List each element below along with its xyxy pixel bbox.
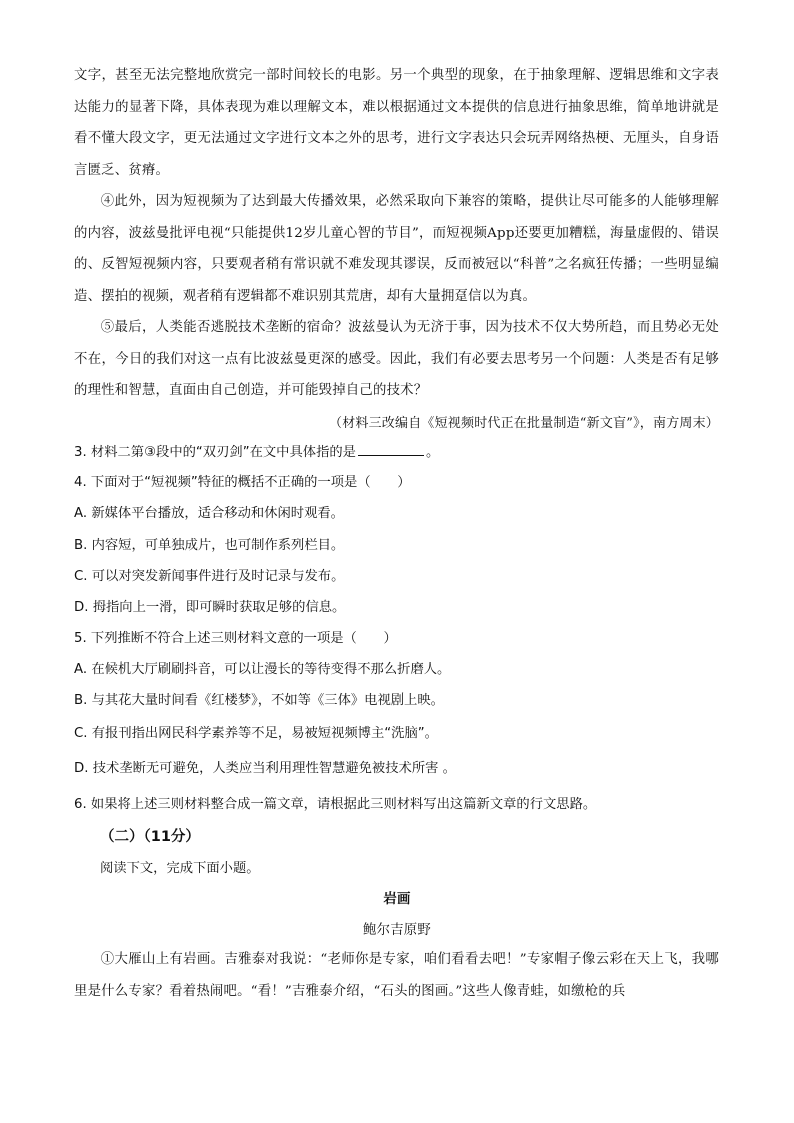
- question-5: 5. 下列推断不符合上述三则材料文意的一项是（ ）: [74, 631, 397, 646]
- question-4: 4. 下面对于“短视频”特征的概括不正确的一项是（ ）: [74, 475, 411, 490]
- question-6: 6. 如果将上述三则材料整合成一篇文章，请根据此三则材料写出这篇新文章的行文思路。: [74, 797, 597, 812]
- question-5-option-b: B. 与其花大量时间看《红楼梦》，不如等《三体》电视剧上映。: [74, 693, 444, 708]
- question-5-option-c: C. 有报刊指出网民科学素养等不足，易被短视频博主“洗脑”。: [74, 726, 438, 741]
- question-4-option-c: C. 可以对突发新闻事件进行及时记录与发布。: [74, 569, 345, 584]
- material3-paragraph-5: ⑤最后，人类能否逃脱技术垄断的宿命？波兹曼认为无济于事，因为技术不仅大势所趋，而且势必无处不在，今日的我们对这一点有比波兹曼更深的感受。因此，我们有必要去思考另一个问题：人类是否有足够的理性和智慧，直面由自己创造，并可能毁掉自己的技术？: [74, 320, 719, 398]
- article-paragraph-1: ①大雁山上有岩画。吉雅泰对我说：“老师你是专家，咱们看看去吧！”专家帽子像云彩在天上飞，我哪里是什么专家？看着热闹吧。“看！”吉雅泰介绍，“石头的图画。”这些人像青蛙，如缴枪的兵: [74, 952, 719, 999]
- question-5-option-a: A. 在候机大厅刷刷抖音，可以让漫长的等待变得不那么折磨人。: [74, 662, 451, 677]
- question-3-text: 3. 材料二第③段中的“双刃剑”在文中具体指的是: [74, 445, 356, 460]
- material3-paragraph-4: ④此外，因为短视频为了达到最大传播效果，必然采取向下兼容的策略，提供让尽可能多的人能够理解的内容，波兹曼批评电视“只能提供12岁儿童心智的节目”，而短视频App还要更加糟糕，海量虚假的、错误的、反智短视频内容，只要观者稍有常识就不难发现其谬误，反而被冠以“科普”之名疯狂传播；一些明显编造、摆拍的视频，观者稍有逻辑都不难识别其荒唐，却有大量拥趸信以为真。: [74, 194, 719, 304]
- question-4-option-d: D. 拇指向上一滑，即可瞬时获取足够的信息。: [74, 600, 346, 615]
- material3-source: （材料三改编自《短视频时代正在批量制造“新文盲”》，南方周末）: [329, 416, 719, 431]
- material3-paragraph-continued: 文字，甚至无法完整地欣赏完一部时间较长的电影。另一个典型的现象，在于抽象理解、逻辑思维和文字表达能力的显著下降，具体表现为难以理解文本，难以根据通过文本提供的信息进行抽象思维，简单地讲就是看不懂大段文字，更无法通过文字进行文本之外的思考，进行文字表达只会玩弄网络热梗、无厘头，自身语言匮乏、贫瘠。: [74, 68, 719, 178]
- question-3-end: 。: [425, 445, 440, 460]
- article-title: 岩画: [383, 891, 411, 907]
- section-instruction: 阅读下文，完成下面小题。: [100, 861, 260, 876]
- question-4-option-b: B. 内容短，可单独成片，也可制作系列栏目。: [74, 538, 345, 553]
- question-4-option-a: A. 新媒体平台播放，适合移动和休闲时观看。: [74, 506, 344, 521]
- article-author: 鲍尔吉原野: [363, 923, 431, 938]
- answer-blank[interactable]: [358, 443, 424, 456]
- question-5-option-d: D. 技术垄断无可避免，人类应当利用理性智慧避免被技术所害 。: [74, 761, 456, 776]
- section-heading: （二）（11分）: [100, 829, 200, 845]
- question-3: [74, 443, 439, 462]
